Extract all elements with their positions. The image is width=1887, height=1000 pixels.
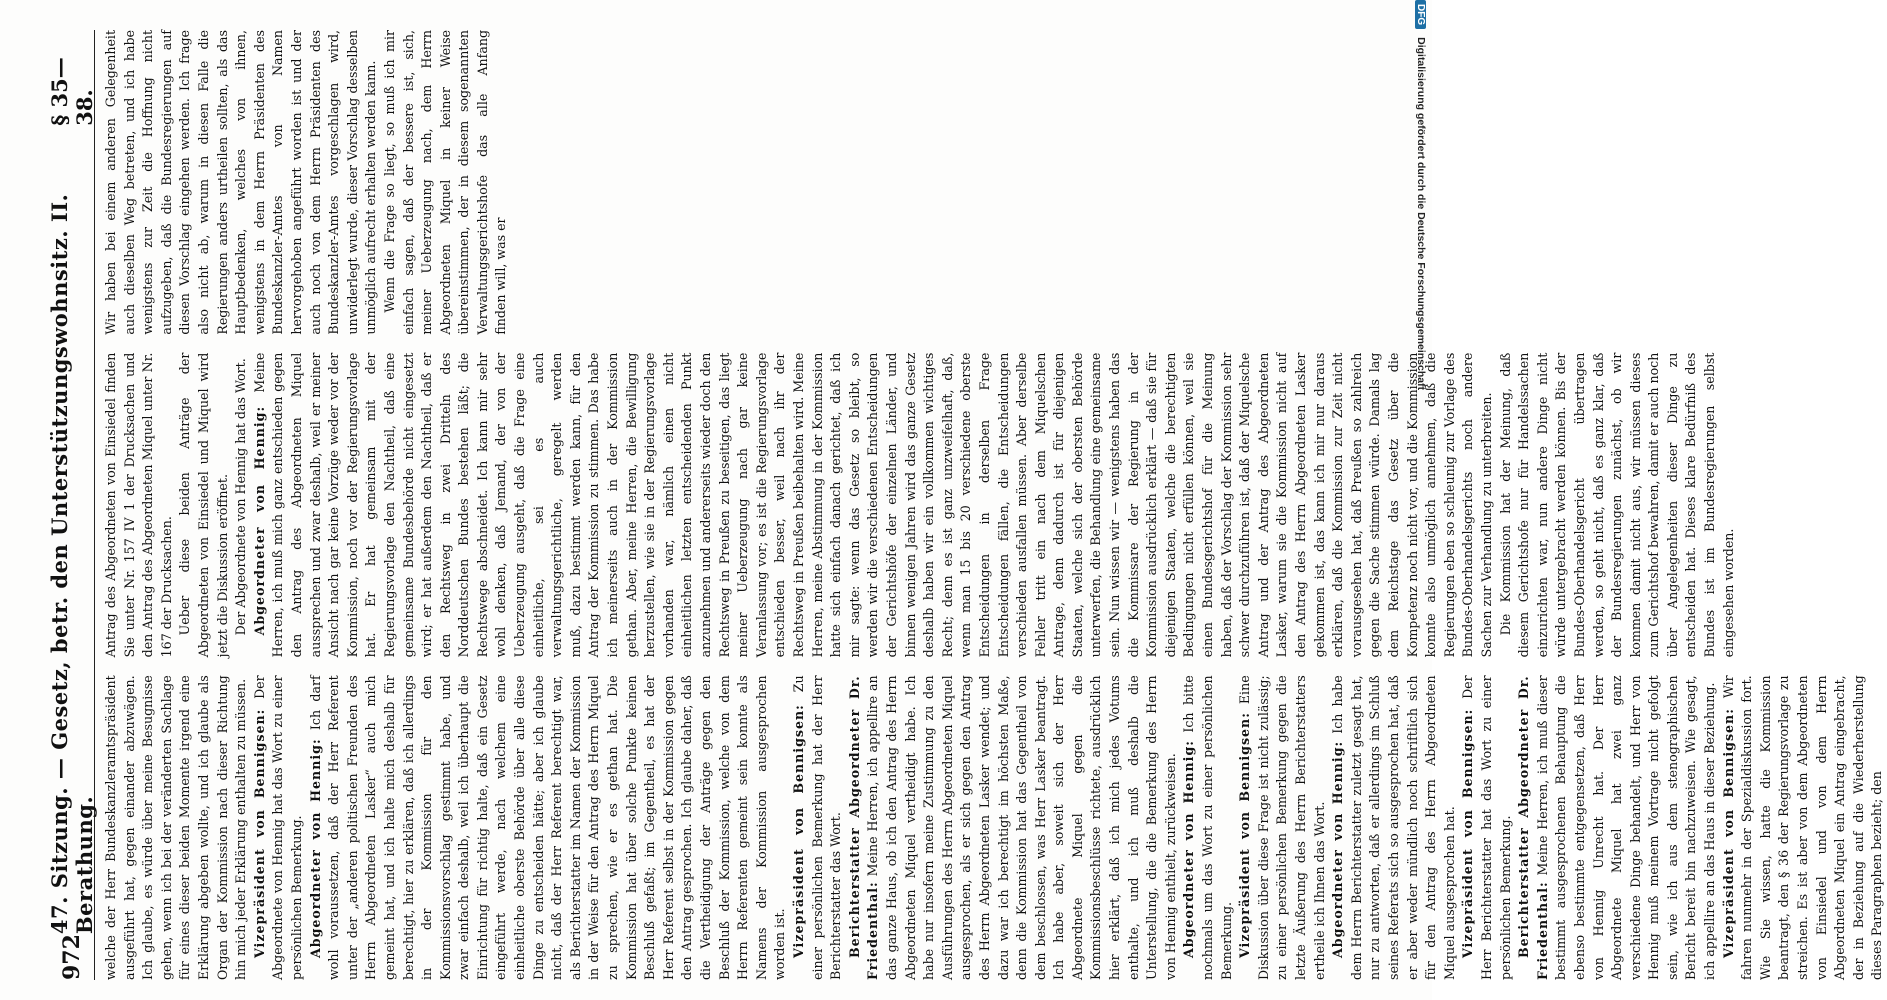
speaker-name: Vizepräsident von Bennigsen: bbox=[1237, 712, 1253, 958]
speaker-name: Abgeordneter von Hennig: bbox=[1181, 740, 1197, 958]
speaker-name: Berichterstatter Abgeordneter Dr. Friedenthal: bbox=[1516, 675, 1550, 980]
paragraph-text: Meine Herren, ich muß mich ganz entschieden gegen den Antrag des Abgeordneten Miquel aussprechen und zwar deshalb, weil er meiner Ansicht nach gar keine Vorzüge weder vor der Kommission, noch vor der Regierungsvorlage hat. Er hat gemeinsam mit der Regierungsvorlage den Nachtheil, daß eine gemeinsame Bundesbehörde nicht eingesetzt wird; er hat außerdem den Nachtheil, daß er den Rechtsweg in zwei Dritteln des Norddeutschen Bundes bestehen läßt; die Rechtswege abschneidet. Ich kann mir sehr wohl denken, daß Jemand, der von der Ueberzeugung ausgeht, daß die Frage eine einheitliche, sei es auch verwaltungsgerichtliche, geregelt werden muß, dazu bestimmt werden kann, für den Antrag der Kommission zu stimmen. Das habe ich meinerseits auch in der Kommission gethan. Aber, meine Herren, die Bewilligung herzustellen, wie sie in der Regierungsvorlage vorhanden war, nämlich einen nicht einheitlichen letzten entscheidenden Punkt anzunehmen und andererseits wieder doch den Rechtsweg in Preußen zu beseitigen, das liegt meiner Ueberzeugung nach gar keine Veranlassung vor; es ist die Regierungsvorlage entschieden besser, weil nach ihr der Rechtsweg in Preußen beibehalten wird. Meine Herren, meine Abstimmung in der Kommission hatte sich einfach danach gerichtet, daß ich mir sagte: wenn das Gesetz so bleibt, so werden wir die verschiedenen Entscheidungen der Gerichtshöfe der einzelnen Länder, und binnen wenigen Jahren wird das ganze Gesetz deshalb haben wir ein vollkommen wichtiges Recht; denn es ist ganz unzweifelhaft, daß, wenn man 15 bis 20 verschiedene oberste Entscheidungen in derselben Frage Entscheidungen fällen, die Entscheidungen verschieden ausfallen müssen. Aber derselbe Fehler tritt ein nach dem Miquelschen Antrage, denn dadurch ist für diejenigen Staaten, welche sich der obersten Behörde unterwerfen, die Behandlung eine gemeinsame sein. Nun wissen wir — wenigstens haben das die Kommissare der Regierung in der Kommission ausdrücklich erklärt — daß sie für diejenigen Staaten, welche die berechtigten Bedingungen nicht erfüllen können, weil sie einen Bundesgerichtshof für die Meinung haben, daß der Vorschlag der Kommission sehr schwer durchzuführen ist, daß der Miquelsche Antrag und der Antrag des Abgeordneten Lasker, warum sie die Kommission nicht auf den Antrag des Herrn Abgeordneten Lasker gekommen ist, das kann ich mir nur daraus erklären, daß die Kommission zur Zeit nicht vorausgesehen hat, daß Preußen so zahlreich gegen die Sache stimmen würde. Damals lag dem Reichstage das Gesetz über die Kompetenz noch nicht vor, und die Kommission konnte also unmöglich annehmen, daß die Regierungen eben so schleunig zur Vorlage des Bundes-Oberhandelsgerichts noch andere Sachen zur Verhandlung zu unterbreiten. bbox=[251, 352, 1494, 658]
paragraph-text: Meine Herren, ich appellire an das ganze Haus, ob ich den Antrag des Herrn Abgeordneten Miquel vertheidigt habe. Ich habe nur insofern meine Zustimmung zu den Ausführungen des Herrn Abgeordneten Miquel ausgesprochen, als er sich gegen den Antrag des Herrn Abgeordneten Lasker wendet; und dazu war ich berechtigt im höchsten Maße, denn die Kommission hat das Gegentheil von dem beschlossen, was Herr Lasker beantragt. Ich habe aber, soweit sich der Herr Abgeordnete Miquel gegen die Kommissionsbeschlüsse richtete, ausdrücklich hier erklärt, daß ich mich jedes Votums enthalte, und ich muß deshalb die Unterstellung, die die Bemerkung des Herrn von Hennig enthielt, zurückweisen. bbox=[865, 675, 1178, 980]
text-column-middle bbox=[102, 352, 1736, 658]
speaker-name: Abgeordneter von Hennig: bbox=[1330, 740, 1346, 958]
paragraph-text: Der Abgeordnete von Hennig hat das Wort zu einer persönlichen Bemerkung. bbox=[251, 675, 304, 980]
paragraph bbox=[790, 675, 846, 980]
paragraph-text: Meine Herren, ich muß dieser bestimmt ausgesprochenen Behauptung die ebenso bestimmte entgegensetzen, daß Herr von Hennig Unrecht hat. Der Herr Abgeordnete Miquel hat zwei ganz verschiedene Dinge behandelt, und Herr von Hennig muß meinem Vortrage nicht gefolgt sein, wie ich aus dem stenographischen Bericht bereit bin nachzuweisen. Wie gesagt, ich appellire an das Haus in dieser Beziehung. bbox=[1534, 675, 1718, 980]
paragraph bbox=[1720, 675, 1887, 980]
paragraph-text: Ich bitte nochmals um das Wort zu einer persönlichen Bemerkung. bbox=[1181, 675, 1234, 980]
speaker-name: Abgeordneter von Hennig: bbox=[251, 405, 267, 636]
paragraph bbox=[1459, 675, 1515, 980]
paragraph bbox=[307, 675, 790, 980]
text-column-left bbox=[102, 675, 1885, 980]
paragraph bbox=[381, 30, 511, 335]
paragraph-text: Wenn die Frage so liegt, so muß ich mir einfach sagen, daß der bessere ist, sich, meiner Ueberzeugung nach, dem Herrn Abgeordneten Miquel in keiner Weise übereinstimmen, der in diesem sogenannten Verwaltungsgerichtshofe das alle Anfang finden will, was er bbox=[381, 29, 509, 335]
paragraph bbox=[251, 675, 307, 980]
paragraph bbox=[102, 353, 176, 658]
paragraph-text: welche der Herr Bundeskanzleramtspräsident ausgeführt hat, gegen einander abzuwägen. Ich glaube, es würde über meine Besugnisse gehen, wenn ich bei der veränderten Sachlage für eines dieser beiden Momente irgend eine Erklärung abgeben wollte, und ich glaube als Organ der Kommission nach dieser Richtung hin mich jeder Erklärung enthalten zu müssen. bbox=[103, 675, 249, 980]
digitization-stamp bbox=[1410, 0, 1432, 1000]
paragraph bbox=[1515, 675, 1720, 980]
section-range: § 35—38. bbox=[47, 57, 97, 126]
paragraph-text: Die Kommission hat der Meinung, daß diesem Gerichtshofe nur für Handelssachen einzurichten war, nun andere Dinge nicht würde untergebracht werden können. Bis der Bundes-Oberhandelsgericht übertragen werden, so geht nicht, daß es ganz klar, daß der Bundesregierungen zunächst, ob wir kommen damit nicht aus, wir müssen dieses zum Gerichtshof bewahren, damit er auch noch über Angelegenheiten dieser Dinge zu entscheiden hat. Dieses klare Bedürfniß des Bundes ist im Bundesregierungen selbst eingesehen worden. bbox=[1497, 352, 1736, 658]
text-column-right bbox=[102, 30, 1402, 335]
paragraph-text: Eine Diskussion über diese Frage ist nicht zulässig; zu einer persönlichen Bemerkung gegen die letzte Äußerung des Herrn Berichterstatters ertheile ich Ihnen das Wort. bbox=[1237, 675, 1327, 980]
page-header bbox=[47, 30, 97, 980]
paragraph bbox=[1497, 353, 1739, 658]
paragraph bbox=[232, 353, 251, 658]
paragraph bbox=[1236, 675, 1329, 980]
paragraph bbox=[176, 353, 232, 658]
page-running-title: 47. Sitzung. — Gesetz, betr. den Unterstützungswohnsitz. II. Berathung. bbox=[47, 193, 97, 935]
paragraph-text: Ich darf wohl voraussetzen, daß der Herr Referent unter der „anderen politischen Freunden des Herrn Abgeordneten Lasker“ auch mich gemeint hat, und ich halte mich deshalb für berechtigt, hier zu erklären, daß ich allerdings in der Kommission für den Kommissionsvorschlag gestimmt habe, und zwar einfach deshalb, weil ich überhaupt die Einrichtung für richtig halte, daß ein Gesetz eingeführt werde, nach welchem eine einheitliche oberste Behörde über alle diese Dinge zu entscheiden hätte; aber ich glaube nicht, daß der Herr Referent berechtigt war, als Berichterstatter im Namen der Kommission in der Weise für den Antrag des Herrn Miquel zu sprechen, wie er es gethan hat. Die Kommission hat über solche Punkte keinen Beschluß gefaßt; im Gegentheil, es hat der Herr Referent selbst in der Kommission gegen den Antrag gesprochen. Ich glaube daher, daß die Vertheidigung der Anträge gegen den Beschluß der Kommission, welche von dem Herrn Referenten gemeint sein konnte als Namens der Kommission ausgesprochen worden ist. bbox=[307, 675, 788, 980]
paragraph bbox=[1329, 675, 1459, 980]
speaker-name: Berichterstatter Abgeordneter Dr. Friedenthal: bbox=[846, 675, 881, 980]
paragraph-text: Ich habe dem Herrn Berichterstatter zuletzt gesagt hat, nur zu antworten, daß er allerdings im Schluß seines Referats sich so ausgesprochen hat, daß er aber weder mündlich noch schriftlich sich für den Antrag des Herrn Abgeordneten Miquel ausgesprochen hat. bbox=[1330, 675, 1457, 980]
paragraph-text: Wir haben bei einem anderen Gelegenheit auch dieselben Weg betreten, und ich habe wenigstens zur Zeit die Hoffnung nicht aufzugeben, daß die Bundesregierungen auf diesen Vorschlag eingehen werden. Ich frage also nicht ab, warum in diesen Falle die Regierungen anders urtheilen sollten, als das Hauptbedenken, welches von ihnen, wenigstens in dem Herrn Präsidenten des Bundeskanzler-Amtes von Namen hervorgehoben angeführt worden ist und der auch noch von dem Herrn Präsidenten des Bundeskanzler-Amtes vorgeschlagen wird, unwiderlegt wurde, dieser Vorschlag desselben unmöglich aufrecht erhalten werden kann. bbox=[103, 29, 379, 335]
paragraph-text: Ueber diese beiden Anträge der Abgeordneten von Einsiedel und Miquel wird jetzt die Diskussion eröffnet. bbox=[177, 352, 230, 658]
digitization-stamp-text bbox=[1410, 0, 1432, 1000]
paragraph bbox=[102, 675, 251, 980]
paragraph-text: Der Abgeordnete von Hennig hat das Wort. bbox=[233, 358, 249, 636]
paragraph bbox=[846, 675, 1181, 980]
speaker-name: Vizepräsident von Bennigsen: bbox=[1460, 708, 1476, 958]
paragraph-text: Antrag des Abgeordneten von Einsiedel finden Sie unter Nr. 157 IV 1 der Drucksachen und den Antrag des Abgeordneten Miquel unter Nr. 167 der Drucksachen. bbox=[103, 352, 174, 658]
paragraph bbox=[102, 30, 381, 335]
dfg-badge: DFG bbox=[1416, 0, 1427, 29]
paragraph-text: Zu einer persönlichen Bemerkung hat der Herr Berichterstatter das Wort. bbox=[790, 675, 844, 980]
funding-note: Digitalisierung gefördert durch die Deutsche Forschungsgemeinschaft bbox=[1415, 37, 1427, 391]
paragraph-text: Der Herr Berichterstatter hat das Wort zu einer persönlichen Bemerkung. bbox=[1460, 675, 1513, 980]
speaker-name: Vizepräsident von Bennigsen: bbox=[790, 704, 806, 958]
speaker-name: Vizepräsident von Bennigsen: bbox=[251, 708, 267, 958]
paragraph bbox=[1180, 675, 1236, 980]
paragraph bbox=[251, 353, 1497, 658]
page-number: 972 bbox=[59, 934, 85, 980]
speaker-name: Vizepräsident von Bennigsen: bbox=[1720, 708, 1736, 958]
speaker-name: Abgeordneter von Hennig: bbox=[307, 738, 323, 958]
paragraph-text: Wir fahren nunmehr in der Spezialdiskussion fort. Wie Sie wissen, hatte die Kommission beantragt, den § 36 der Regierungsvorlage zu streichen. Es ist aber von dem Abgeordneten von Einsiedel und von dem Herrn Abgeordneten Miquel ein Antrag eingebracht, der in Beziehung auf die Wiederherstellung dieses Paragraphen bezieht; den bbox=[1720, 675, 1885, 980]
